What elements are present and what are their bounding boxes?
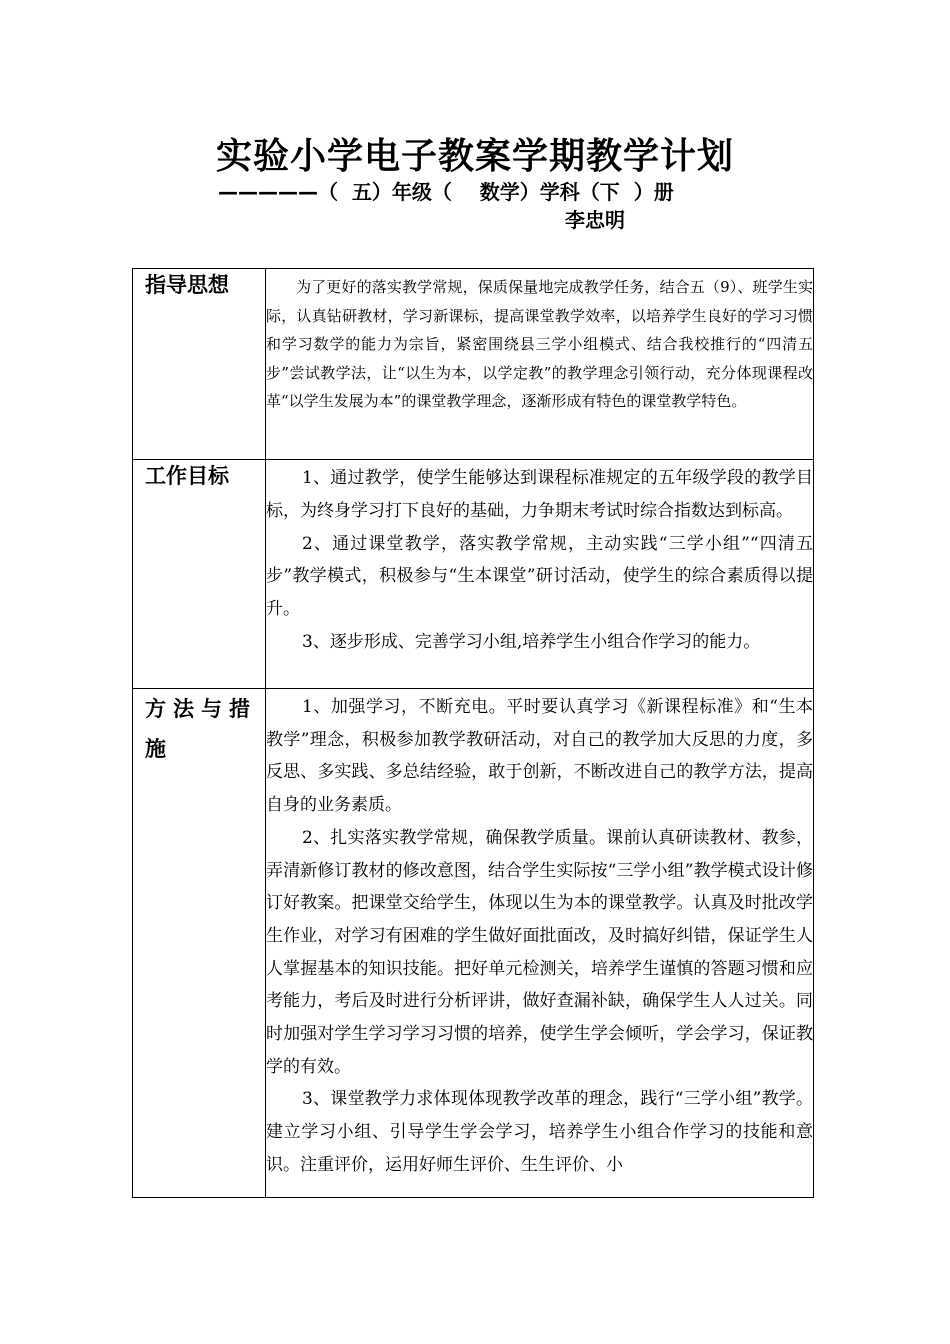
paragraph: 3、逐步形成、完善学习小组,培养学生小组合作学习的能力。 (302, 631, 761, 652)
author-name: 李忠明 (565, 208, 625, 232)
paragraph: 2、扎实落实教学常规，确保教学质量。课前认真研读教材、教参，弄清新修订教材的修改意图，结合学生实际按“三学小组”教学模式设计修订好教案。把课堂交给学生，体现以生为本的课堂教学。认真及时批改学生作业，对学习有困难的学生做好面批面改，及时搞好纠错，保证学生人人掌握基本的知识技能。把好单元检测关，培养学生谨慎的答题习惯和应考能力，考后及时进行分析评讲，做好查漏补缺，确保学生人人过关。同时加强对学生学习学习习惯的培养，使学生学会倾听，学会学习，保证教学的有效。 (266, 827, 813, 1077)
paragraph: 1、通过教学，使学生能够达到课程标准规定的五年级学段的教学目标，为终身学习打下良好的基础，力争期末考试时综合指数达到标高。 (266, 468, 813, 521)
paragraph: 1、加强学习，不断充电。平时要认真学习《新课程标准》和“生本教学”理念，积极参加教学教研活动，对自己的教学加大反思的力度，多反思、多实践、多总结经验，敢于创新，不断改进自己的教学方法，提高自身的业务素质。 (266, 697, 813, 816)
row-label-methods-measures: 方法与措施 (145, 697, 257, 761)
paragraph: 3、课堂教学力求体现体现教学改革的理念，践行“三学小组”教学。建立学习小组、引导学生学会学习，培养学生小组合作学习的技能和意识。注重评价，运用好师生评价、生生评价、小 (266, 1089, 813, 1175)
table-row-work-goals (133, 460, 814, 689)
paragraph: 为了更好的落实教学常规，保质保量地完成教学任务，结合五（9）、班学生实际，认真钻研教材，学习新课标，提高课堂教学效率，以培养学生良好的学习习惯和学习数学的能力为宗旨，紧密围绕县三学小组模式、结合我校推行的“四清五步”尝试教学法，让“以生为本，以学定教”的教学理念引领行动，充分体现课程改革“以学生发展为本”的课堂教学理念，逐渐形成有特色的课堂教学特色。 (266, 278, 813, 410)
row-content-methods-measures (266, 689, 814, 1198)
row-label-guiding-thought: 指导思想 (145, 273, 229, 297)
paragraph: 2、通过课堂教学，落实教学常规，主动实践“三学小组”“四清五步”教学模式，积极参与“生本课堂”研讨活动，使学生的综合素质得以提升。 (266, 533, 813, 620)
table-row-guiding-thought (133, 269, 814, 460)
grade-subject-line: —————（ 五）年级（ 数学）学科（下 ）册 (218, 180, 674, 204)
row-content-work-goals (266, 460, 814, 689)
teaching-plan-table (132, 268, 814, 1198)
document-title: 实验小学电子教案学期教学计划 (215, 136, 734, 177)
table-row-methods-measures (133, 689, 814, 1198)
row-content-guiding-thought (266, 269, 814, 460)
row-label-work-goals: 工作目标 (145, 464, 229, 488)
